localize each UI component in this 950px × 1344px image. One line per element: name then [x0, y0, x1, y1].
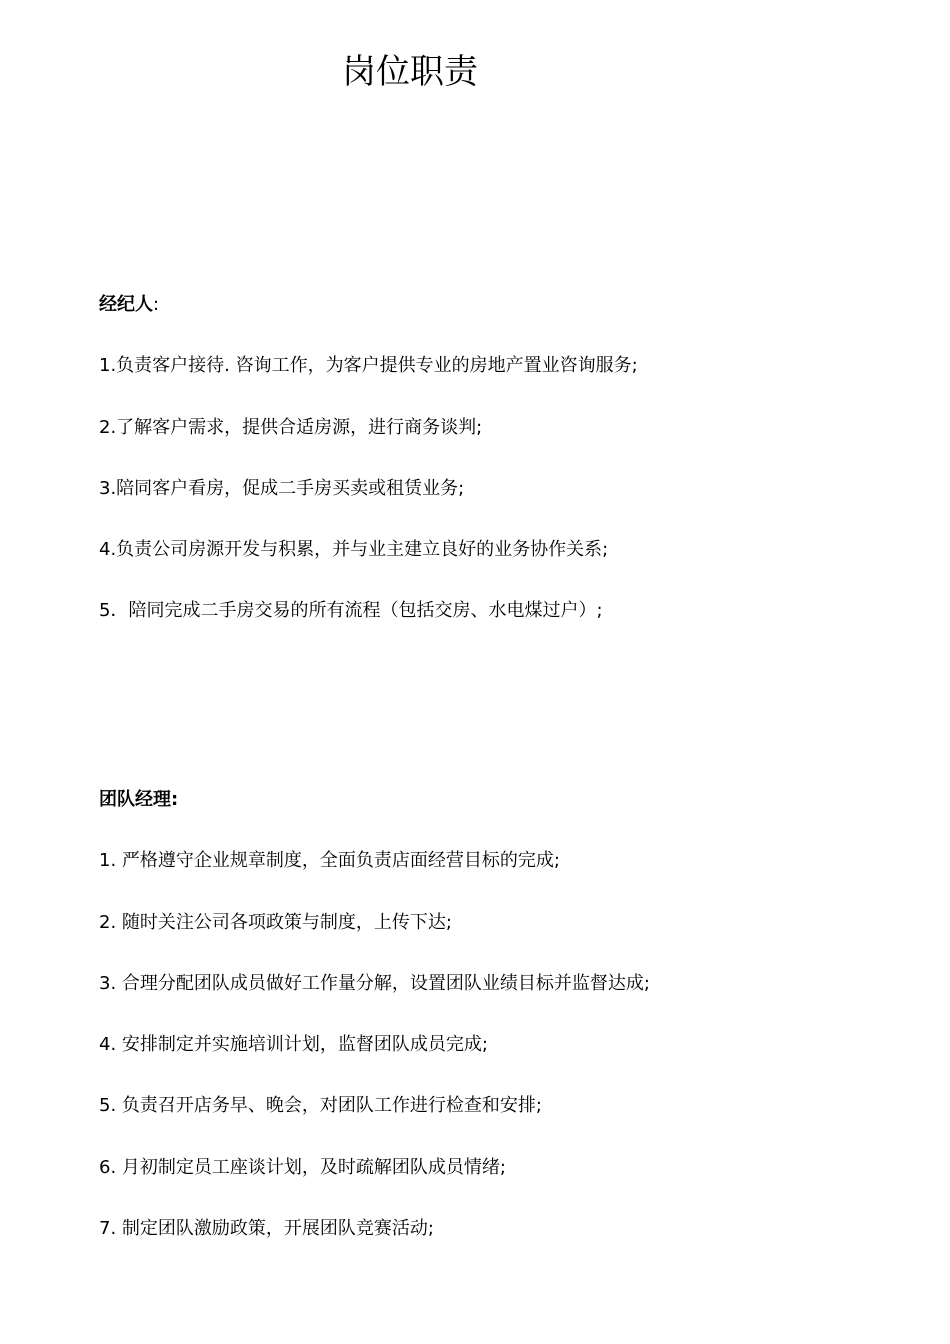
duty-item: 1. 严格遵守企业规章制度，全面负责店面经营目标的完成; [99, 850, 560, 872]
section-team-manager [99, 787, 899, 1242]
duty-item: 3. 合理分配团队成员做好工作量分解，设置团队业绩目标并监督达成; [99, 972, 650, 994]
duty-item: 3.陪同客户看房，促成二手房买卖或租赁业务; [99, 477, 465, 499]
duty-item: 2. 随时关注公司各项政策与制度，上传下达; [99, 911, 452, 933]
duty-list-agent [99, 353, 899, 624]
duty-item: 1.负责客户接待. 咨询工作，为客户提供专业的房地产置业咨询服务; [99, 355, 638, 377]
duty-item: 6. 月初制定员工座谈计划，及时疏解团队成员情绪; [99, 1156, 506, 1178]
duty-item: 4. 安排制定并实施培训计划，监督团队成员完成; [99, 1034, 488, 1056]
duty-list-team-manager [99, 848, 899, 1242]
duty-item: 5. 负责召开店务早、晚会，对团队工作进行检查和安排; [99, 1095, 542, 1117]
section-heading-colon: : [171, 789, 179, 810]
section-agent [99, 292, 899, 624]
duty-item: 5．陪同完成二手房交易的所有流程（包括交房、水电煤过户）; [99, 600, 603, 622]
section-heading-label: 经纪人 [99, 294, 153, 315]
section-heading-agent [99, 292, 899, 318]
section-heading-label: 团队经理 [99, 789, 171, 810]
duty-item: 2.了解客户需求，提供合适房源，进行商务谈判; [99, 416, 483, 438]
document-title: 岗位职责 [342, 52, 478, 92]
section-heading-colon: : [153, 294, 160, 315]
section-heading-team-manager [99, 787, 899, 813]
duty-item: 7. 制定团队激励政策，开展团队竞赛活动; [99, 1218, 434, 1240]
duty-item: 4.负责公司房源开发与积累，并与业主建立良好的业务协作关系; [99, 539, 609, 561]
